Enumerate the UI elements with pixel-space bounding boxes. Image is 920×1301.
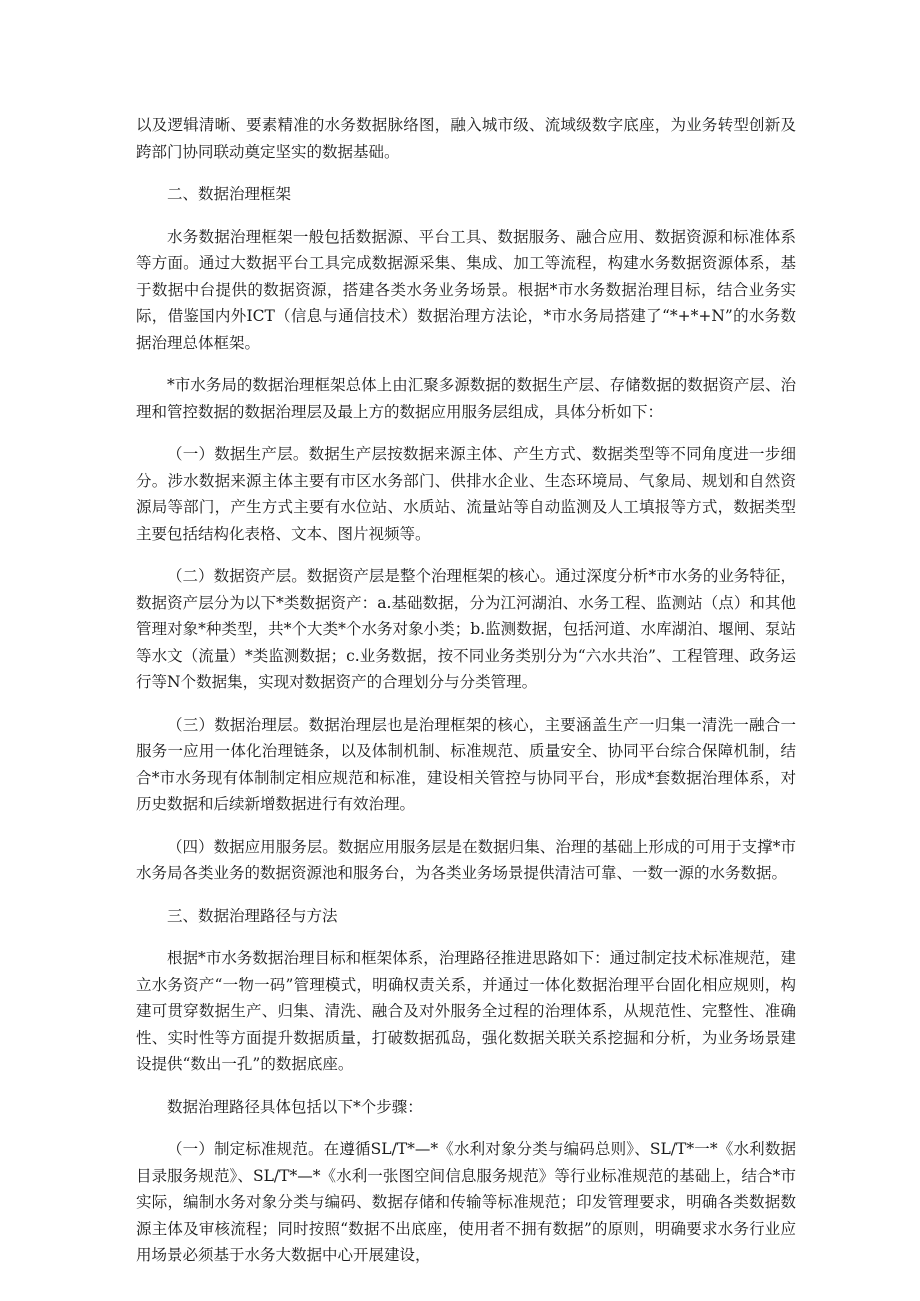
paragraph-production-layer: （一）数据生产层。数据生产层按数据来源主体、产生方式、数据类型等不同角度进一步细分。涉水数据来源主体主要有市区水务部门、供排水企业、生态环境局、气象局、规划和自然资源局等部门，产生方式主要有水位站、水质站、流量站等自动监测及人工填报等方式，数据类型主要包括结构化表格、文本、图片视频等。 [136,445,796,543]
section-heading-2: 二、数据治理框架 [167,185,292,203]
paragraph-governance-layer: （三）数据治理层。数据治理层也是治理框架的核心，主要涵盖生产一归集一清洗一融合一服务一应用一体化治理链条，以及体制机制、标准规范、质量安全、协同平台综合保障机制，结合*市水务现有体制制定相应规范和标准，建设相关管控与协同平台，形成*套数据治理体系，对历史数据和后续新增数据进行有效治理。 [136,715,796,813]
paragraph-steps-intro: 数据治理路径具体包括以下*个步骤： [167,1097,423,1116]
paragraph-continued: 以及逻辑清晰、要素精准的水务数据脉络图，融入城市级、流域级数字底座，为业务转型创新及跨部门协同联动奠定坚实的数据基础。 [136,116,796,161]
paragraph-service-layer: （四）数据应用服务层。数据应用服务层是在数据归集、治理的基础上形成的可用于支撑*市水务局各类业务的数据资源池和服务台，为各类业务场景提供清洁可靠、一数一源的水务数据。 [136,837,796,882]
paragraph-governance-path: 根据*市水务数据治理目标和框架体系，治理路径推进思路如下：通过制定技术标准规范，建立水务资产“一物一码”管理模式，明确权责关系，并通过一体化数据治理平台固化相应规则，构建可贯穿数据生产、归集、清洗、融合及对外服务全过程的治理体系，从规范性、完整性、准确性、实时性等方面提升数据质量，打破数据孤岛，强化数据关联关系挖掘和分析，为业务场景建设提供“数出一孔”的数据底座。 [136,949,796,1073]
paragraph-standards: （一）制定标准规范。在遵循SL/T*—*《水利对象分类与编码总则》、SL/T*一*《水利数据目录服务规范》、SL/T*—*《水利一张图空间信息服务规范》等行业标准规范的基础上，结合*市实际，编制水务对象分类与编码、数据存储和传输等标准规范；印发管理要求，明确各类数据数源主体及审核流程；同时按照“数据不出底座，使用者不拥有数据”的原则，明确要求水务行业应用场景必须基于水务大数据中心开展建设， [136,1140,796,1264]
paragraph-framework-layers: *市水务局的数据治理框架总体上由汇聚多源数据的数据生产层、存储数据的数据资产层、治理和管控数据的数据治理层及最上方的数据应用服务层组成，具体分析如下： [136,376,796,421]
section-heading-3: 三、数据治理路径与方法 [167,906,338,925]
paragraph-asset-layer: （二）数据资产层。数据资产层是整个治理框架的核心。通过深度分析*市水务的业务特征，数据资产层分为以下*类数据资产：a.基础数据，分为江河湖泊、水务工程、监测站（点）和其他管理对象*种类型，共*个大类*个水务对象小类；b.监测数据，包括河道、水库湖泊、堰闸、泵站等水文（流量）*类监测数据；c.业务数据，按不同业务类别分为“六水共治”、工程管理、政务运行等N个数据集，实现对数据资产的合理划分与分类管理。 [136,567,796,691]
document-body [136,112,796,1285]
paragraph-framework-overview: 水务数据治理框架一般包括数据源、平台工具、数据服务、融合应用、数据资源和标准体系等方面。通过大数据平台工具完成数据源采集、集成、加工等流程，构建水务数据资源体系，基于数据中台提供的数据资源，搭建各类水务业务场景。根据*市水务数据治理目标，结合业务实际，借鉴国内外ICT（信息与通信技术）数据治理方法论，*市水务局搭建了“*+*+N”的水务数据治理总体框架。 [136,227,796,352]
